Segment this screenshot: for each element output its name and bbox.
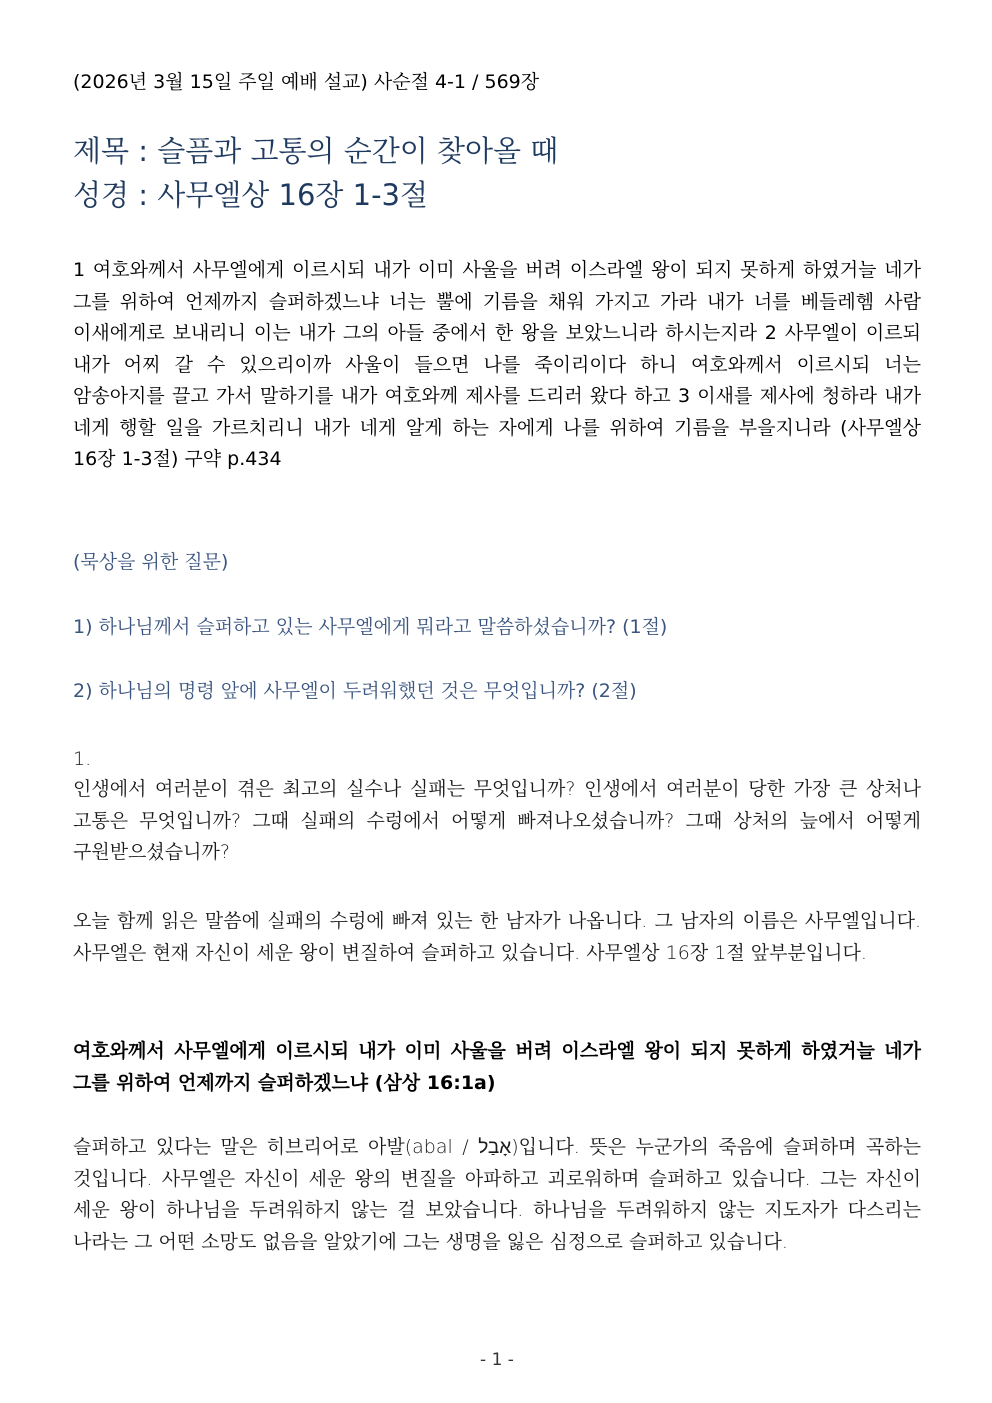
meditation-question-2: 2) 하나님의 명령 앞에 사무엘이 두려워했던 것은 무엇입니까? (2절) bbox=[73, 680, 637, 702]
scripture-text: 1 여호와께서 사무엘에게 이르시되 내가 이미 사울을 버려 이스라엘 왕이 되지 못하게 하였거늘 네가 그를 위하여 언제까지 슬퍼하겠느냐 너는 뿔에 기름을 채워 가지고 가라 내가 너를 베들레헴 사람 이새에게로 보내리니 이는 내가 그의 아들 중에서 한 왕을 보았느니라 하시는지라 2 사무엘이 이르되 내가 어찌 갈 수 있으리이까 사울이 들으면 나를 죽이리이다 하니 여호와께서 이르시되 너는 암송아지를 끌고 가서 말하기를 내가 여호와께 제사를 드리러 왔다 하고 3 이새를 제사에 청하라 내가 네게 행할 일을 가르치리니 내가 네게 알게 하는 자에게 나를 위하여 기름을 부을지니라 (사무엘상 16장 1-3절) bbox=[73, 259, 921, 470]
meditation-heading: (묵상을 위한 질문) bbox=[73, 551, 229, 573]
scripture-reference-title: 성경 : 사무엘상 16장 1-3절 bbox=[73, 178, 429, 212]
meditation-question-1: 1) 하나님께서 슬퍼하고 있는 사무엘에게 뭐라고 말씀하셨습니까? (1절) bbox=[73, 616, 668, 638]
page-number: - 1 - bbox=[480, 1350, 514, 1370]
body-paragraph-1: 인생에서 여러분이 겪은 최고의 실수나 실패는 무엇입니까? 인생에서 여러분이 당한 가장 큰 상처나 고통은 무엇입니까? 그때 실패의 수렁에서 어떻게 빠져나오셨습니까? 그때 상처의 늪에서 어떻게 구원받으셨습니까? bbox=[73, 778, 921, 863]
scripture-passage bbox=[73, 255, 921, 476]
section-number: 1. bbox=[73, 748, 92, 770]
body-paragraph-3: 슬퍼하고 있다는 말은 히브리어로 아발(abal / אָבַל)입니다. 뜻은 누군가의 죽음에 슬퍼하며 곡하는 것입니다. 사무엘은 자신이 세운 왕의 변질을 아파하고 괴로워하며 슬퍼하고 있습니다. 그는 자신이 세운 왕이 하나님을 두려워하지 않는 걸 보았습니다. 하나님을 두려워하지 않는 지도자가 다스리는 나라는 그 어떤 소망도 없음을 알았기에 그는 생명을 잃은 심정으로 슬퍼하고 있습니다. bbox=[73, 1136, 921, 1253]
scripture-page-ref: 구약 p.434 bbox=[184, 448, 282, 470]
sermon-header: (2026년 3월 15일 주일 예배 설교) 사순절 4-1 / 569장 bbox=[73, 71, 540, 93]
body-paragraph-2: 오늘 함께 읽은 말씀에 실패의 수렁에 빠져 있는 한 남자가 나옵니다. 그 남자의 이름은 사무엘입니다. 사무엘은 현재 자신이 세운 왕이 변질하여 슬퍼하고 있습니다. 사무엘상 16장 1절 앞부분입니다. bbox=[73, 910, 921, 964]
sermon-title: 제목 : 슬픔과 고통의 순간이 찾아올 때 bbox=[73, 134, 559, 168]
quoted-verse: 여호와께서 사무엘에게 이르시되 내가 이미 사울을 버려 이스라엘 왕이 되지 못하게 하였거늘 네가 그를 위하여 언제까지 슬퍼하겠느냐 (삼상 16:1a) bbox=[73, 1040, 921, 1094]
